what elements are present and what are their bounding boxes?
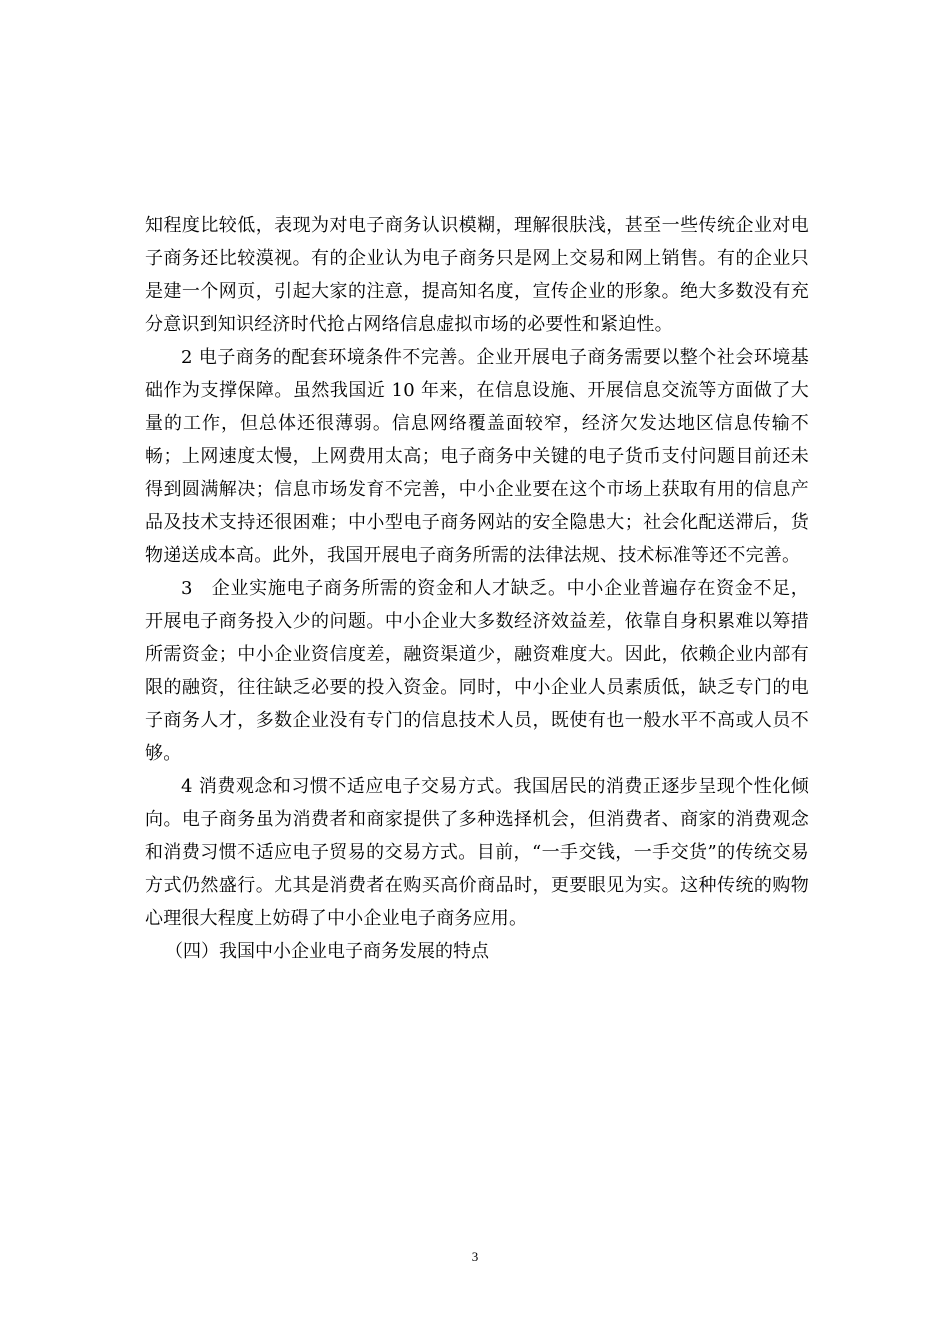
page-number: 3: [471, 1249, 479, 1264]
section-heading: （四）我国中小企业电子商务发展的特点: [165, 941, 489, 962]
paragraph-continuation: 知程度比较低，表现为对电子商务认识模糊，理解很肤浅，甚至一些传统企业对电子商务还比较漠视。有的企业认为电子商务只是网上交易和网上销售。有的企业只是建一个网页，引起大家的注意，提高知名度，宣传企业的形象。绝大多数没有充分意识到知识经济时代抢占网络信息虚拟市场的必要性和紧迫性。: [145, 215, 809, 335]
paragraph-point-4: 4 消费观念和习惯不适应电子交易方式。我国居民的消费正逐步呈现个性化倾向。电子商务虽为消费者和商家提供了多种选择机会，但消费者、商家的消费观念和消费习惯不适应电子贸易的交易方式。目前，“一手交钱，一手交货”的传统交易方式仍然盛行。尤其是消费者在购买高价商品时，更要眼见为实。这种传统的购物心理很大程度上妨碍了中小企业电子商务应用。: [145, 776, 809, 929]
paragraph-point-3: 3 企业实施电子商务所需的资金和人才缺乏。中小企业普遍存在资金不足，开展电子商务投入少的问题。中小企业大多数经济效益差，依靠自身积累难以筹措所需资金；中小企业资信度差，融资渠道少，融资难度大。因此，依赖企业内部有限的融资，往往缺乏必要的投入资金。同时，中小企业人员素质低，缺乏专门的电子商务人才，多数企业没有专门的信息技术人员，既使有也一般水平不高或人员不够。: [145, 578, 809, 764]
document-body: [145, 209, 809, 968]
paragraph-point-2: 2 电子商务的配套环境条件不完善。企业开展电子商务需要以整个社会环境基础作为支撑保障。虽然我国近 10 年来，在信息设施、开展信息交流等方面做了大量的工作，但总体还很薄弱。信息网络覆盖面较窄，经济欠发达地区信息传输不畅；上网速度太慢，上网费用太高；电子商务中关键的电子货币支付问题目前还未得到圆满解决；信息市场发育不完善，中小企业要在这个市场上获取有用的信息产品及技术支持还很困难；中小型电子商务网站的安全隐患大；社会化配送滞后，货物递送成本高。此外，我国开展电子商务所需的法律法规、技术标准等还不完善。: [145, 347, 809, 566]
